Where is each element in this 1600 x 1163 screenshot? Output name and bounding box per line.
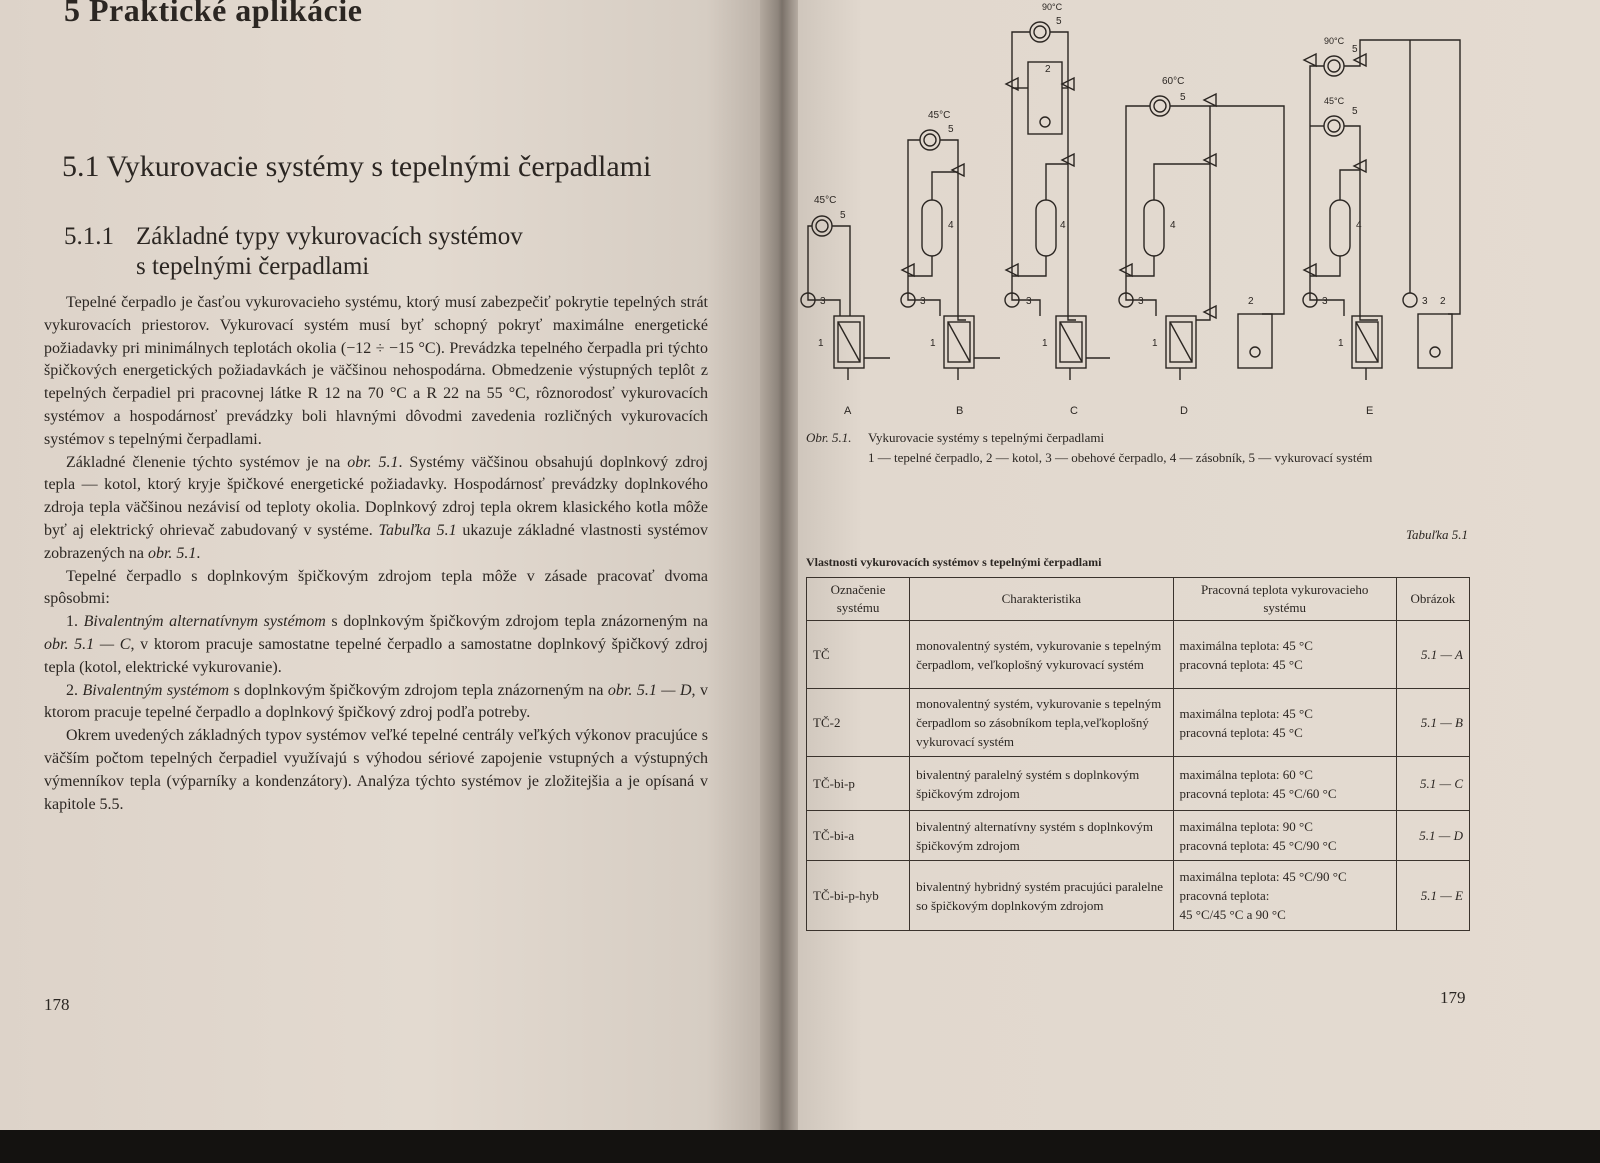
num-label: 3 bbox=[820, 296, 826, 307]
paragraph-6: Okrem uvedených základných typov systémov veľké tepelné centrály veľkých výkonov pracujúce s väčším počtom tepelných čerpadiel využívajú s výhodou sériové zapojenie vstupných a výstupných výmenníkov tepla (výparníky a kondenzátory). Analýza týchto systémov je zložitejšia a je opísaná v kapitole 5.5. bbox=[44, 727, 708, 813]
cell-temperature: maximálna teplota: 60 °C pracovná teplota: 45 °C/60 °C bbox=[1173, 757, 1396, 811]
num-label: 2 bbox=[1045, 64, 1051, 75]
system-letter: C bbox=[1070, 405, 1078, 417]
book-gutter bbox=[760, 0, 800, 1140]
paragraph-3: Tepelné čerpadlo s doplnkovým špičkovým zdrojom tepla môže v zásade pracovať dvoma spôsobmi: bbox=[44, 567, 708, 608]
cell-figure: 5.1 — A bbox=[1396, 621, 1469, 689]
num-label: 3 bbox=[1422, 296, 1428, 307]
temp-label: 45°C bbox=[928, 110, 951, 121]
cell-system: TČ-bi-p-hyb bbox=[807, 861, 910, 931]
num-label: 1 bbox=[930, 338, 936, 349]
emphasis: Bivalentným alternatívnym systémom bbox=[83, 613, 326, 631]
caption-legend: 1 — tepelné čerpadlo, 2 — kotol, 3 — obehové čerpadlo, 4 — zásobník, 5 — vykurovací systém bbox=[868, 450, 1373, 465]
cell-characteristics: monovalentný systém, vykurovanie s tepelným čerpadlom, veľkoplošný vykurovací systém bbox=[910, 621, 1173, 689]
table-row bbox=[807, 689, 1470, 757]
cell-characteristics: bivalentný paralelný systém s doplnkovým špičkovým zdrojom bbox=[910, 757, 1173, 811]
paragraph-1: Tepelné čerpadlo je časťou vykurovacieho systému, ktorý musí zabezpečiť pokrytie tepelných strát vykurovacích priestorov. Vykurovací systém musí byť schopný pokryť maximálne energetické požiadavky pri minimálnych teplotách okolia (−12 ÷ −15 °C). Prevádzka tepelného čerpadla pri týchto špičkových energetických požiadavkách je väčšinou nehospodárna. Obmedzenie výstupných teplôt z tepelných čerpadiel pri pracovnej látke R 12 na 70 °C a R 22 na 55 °C, rôznorodosť vykurovacích systémov a hospodárnosť prevádzky boli hlavnými dôvodmi zavedenia rozličných vykurovacích systémov s tepelnými čerpadlami. bbox=[44, 294, 708, 448]
system-b bbox=[901, 110, 1000, 417]
num-label: 1 bbox=[1042, 338, 1048, 349]
system-letter: E bbox=[1366, 405, 1374, 417]
num-label: 1 bbox=[1152, 338, 1158, 349]
cell-temperature: maximálna teplota: 45 °C pracovná teplota: 45 °C bbox=[1173, 621, 1396, 689]
subsection-line-2: s tepelnými čerpadlami bbox=[136, 253, 370, 280]
cell-characteristics: monovalentný systém, vykurovanie s tepelným čerpadlom so zásobníkom tepla,veľkoplošný vykurovací systém bbox=[910, 689, 1173, 757]
text-run: ukazuje základné vlastnosti systémov zobrazených na bbox=[44, 521, 708, 562]
cell-figure: 5.1 — E bbox=[1396, 861, 1469, 931]
num-label: 3 bbox=[1026, 296, 1032, 307]
cell-system: TČ-bi-p bbox=[807, 757, 910, 811]
table-row bbox=[807, 621, 1470, 689]
paragraph-5 bbox=[44, 680, 708, 726]
num-label: 5 bbox=[840, 210, 846, 221]
figure-ref: obr. 5.1 bbox=[147, 544, 197, 562]
properties-table bbox=[806, 577, 1470, 931]
text-run: 2. bbox=[66, 681, 83, 699]
num-label: 2 bbox=[1248, 296, 1254, 307]
header-cell: Pracovná teplota vykurovacieho systému bbox=[1173, 578, 1396, 621]
cell-figure: 5.1 — C bbox=[1396, 757, 1469, 811]
num-label: 3 bbox=[1322, 296, 1328, 307]
figure-ref: obr. 5.1 — D bbox=[607, 681, 692, 699]
num-label: 3 bbox=[920, 296, 926, 307]
text-run: s doplnkovým špičkovým zdrojom tepla znázorneným na bbox=[325, 613, 709, 631]
table-label: Tabuľka 5.1 bbox=[1405, 527, 1468, 542]
cell-figure: 5.1 — D bbox=[1396, 811, 1469, 861]
num-label: 5 bbox=[1180, 92, 1186, 103]
header-cell: Označenie systému bbox=[807, 578, 910, 621]
text-run: s doplnkovým špičkovým zdrojom tepla znázorneným na bbox=[229, 681, 608, 699]
temp-label: 45°C bbox=[814, 195, 837, 206]
body-text bbox=[44, 292, 708, 816]
num-label: 1 bbox=[1338, 338, 1344, 349]
system-letter: B bbox=[956, 405, 964, 417]
figure-5-1 bbox=[800, 0, 1472, 430]
subsection-heading bbox=[64, 222, 523, 282]
emphasis: Bivalentným systémom bbox=[82, 681, 230, 699]
table-row bbox=[807, 757, 1470, 811]
num-label: 1 bbox=[818, 338, 824, 349]
subsection-line-1: Základné typy vykurovacích systémov bbox=[136, 223, 523, 250]
text-run: Základné členenie týchto systémov je na bbox=[66, 453, 348, 471]
system-letter: A bbox=[844, 405, 852, 417]
num-label: 2 bbox=[1440, 296, 1446, 307]
table-title: Vlastnosti vykurovacích systémov s tepelnými čerpadlami bbox=[806, 555, 1102, 569]
cell-temperature: maximálna teplota: 45 °C pracovná teplota: 45 °C bbox=[1173, 689, 1396, 757]
header-cell: Charakteristika bbox=[910, 578, 1173, 621]
system-a bbox=[801, 195, 890, 417]
text-run: . Systémy väčšinou obsahujú doplnkový zdroj tepla — kotol, ktorý kryje špičkové energetické požiadavky. Hospodárnosť prevádzky doplnkového zdroja tepla väčšinou nezávisí od teploty okolia. Doplnkový zdroj tepla okrem klasického kotla môže byť aj elektrický ohrievač zabudovaný v systéme. bbox=[44, 453, 709, 539]
cell-characteristics: bivalentný alternatívny systém s doplnkovým špičkovým zdrojom bbox=[910, 811, 1173, 861]
temp-label: 90°C bbox=[1324, 36, 1345, 46]
paragraph-4 bbox=[44, 611, 708, 679]
figure-ref: obr. 5.1 — C bbox=[44, 635, 131, 653]
system-d bbox=[1119, 76, 1284, 417]
temp-label: 45°C bbox=[1324, 96, 1345, 106]
num-label: 4 bbox=[1356, 220, 1362, 231]
cell-figure: 5.1 — B bbox=[1396, 689, 1469, 757]
cell-system: TČ bbox=[807, 621, 910, 689]
paragraph-2 bbox=[44, 452, 708, 566]
table-ref: Tabuľka 5.1 bbox=[378, 521, 457, 539]
system-e bbox=[1303, 36, 1460, 417]
text-run: . bbox=[196, 544, 201, 562]
chapter-title: 5 Praktické aplikácie bbox=[64, 0, 363, 28]
system-c bbox=[1005, 2, 1110, 417]
table-row bbox=[807, 861, 1470, 931]
num-label: 4 bbox=[948, 220, 954, 231]
temp-label: 90°C bbox=[1042, 2, 1063, 12]
caption-title: Vykurovacie systémy s tepelnými čerpadlami bbox=[868, 430, 1105, 445]
num-label: 4 bbox=[1060, 220, 1066, 231]
page-number-right: 179 bbox=[1440, 988, 1466, 1007]
num-label: 3 bbox=[1138, 296, 1144, 307]
subsection-number: 5.1.1 bbox=[64, 223, 114, 250]
num-label: 5 bbox=[1056, 16, 1062, 27]
heating-systems-diagram bbox=[800, 0, 1472, 430]
caption-label: Obr. 5.1. bbox=[806, 430, 852, 445]
heating-system-icon bbox=[812, 216, 832, 236]
num-label: 5 bbox=[948, 124, 954, 135]
cell-system: TČ-bi-a bbox=[807, 811, 910, 861]
table-header-row bbox=[807, 578, 1470, 621]
num-label: 5 bbox=[1352, 44, 1358, 55]
section-heading: 5.1 Vykurovacie systémy s tepelnými čerpadlami bbox=[62, 150, 652, 183]
text-run: , v ktorom pracuje tepelné čerpadlo a doplnkový špičkový zdroj podľa potreby. bbox=[44, 681, 709, 722]
num-label: 5 bbox=[1352, 106, 1358, 117]
table-row bbox=[807, 811, 1470, 861]
bottom-edge bbox=[0, 1130, 1600, 1163]
text-run: , v ktorom pracuje samostatne tepelné čerpadlo a samostatne doplnkový špičkový zdroj tepla (kotol, elektrické vykurovanie). bbox=[44, 635, 709, 676]
temp-label: 60°C bbox=[1162, 76, 1185, 87]
cell-system: TČ-2 bbox=[807, 689, 910, 757]
num-label: 4 bbox=[1170, 220, 1176, 231]
text-run: 1. bbox=[66, 613, 84, 631]
figure-ref: obr. 5.1 bbox=[347, 453, 399, 471]
header-cell: Obrázok bbox=[1396, 578, 1469, 621]
cell-characteristics: bivalentný hybridný systém pracujúci paralelne so špičkovým doplnkovým zdrojom bbox=[910, 861, 1173, 931]
figure-caption bbox=[806, 428, 1470, 468]
system-letter: D bbox=[1180, 405, 1188, 417]
storage-tank-icon bbox=[922, 200, 942, 256]
cell-temperature: maximálna teplota: 45 °C/90 °C pracovná teplota: 45 °C/45 °C a 90 °C bbox=[1173, 861, 1396, 931]
cell-temperature: maximálna teplota: 90 °C pracovná teplota: 45 °C/90 °C bbox=[1173, 811, 1396, 861]
page-number-left: 178 bbox=[44, 995, 70, 1014]
